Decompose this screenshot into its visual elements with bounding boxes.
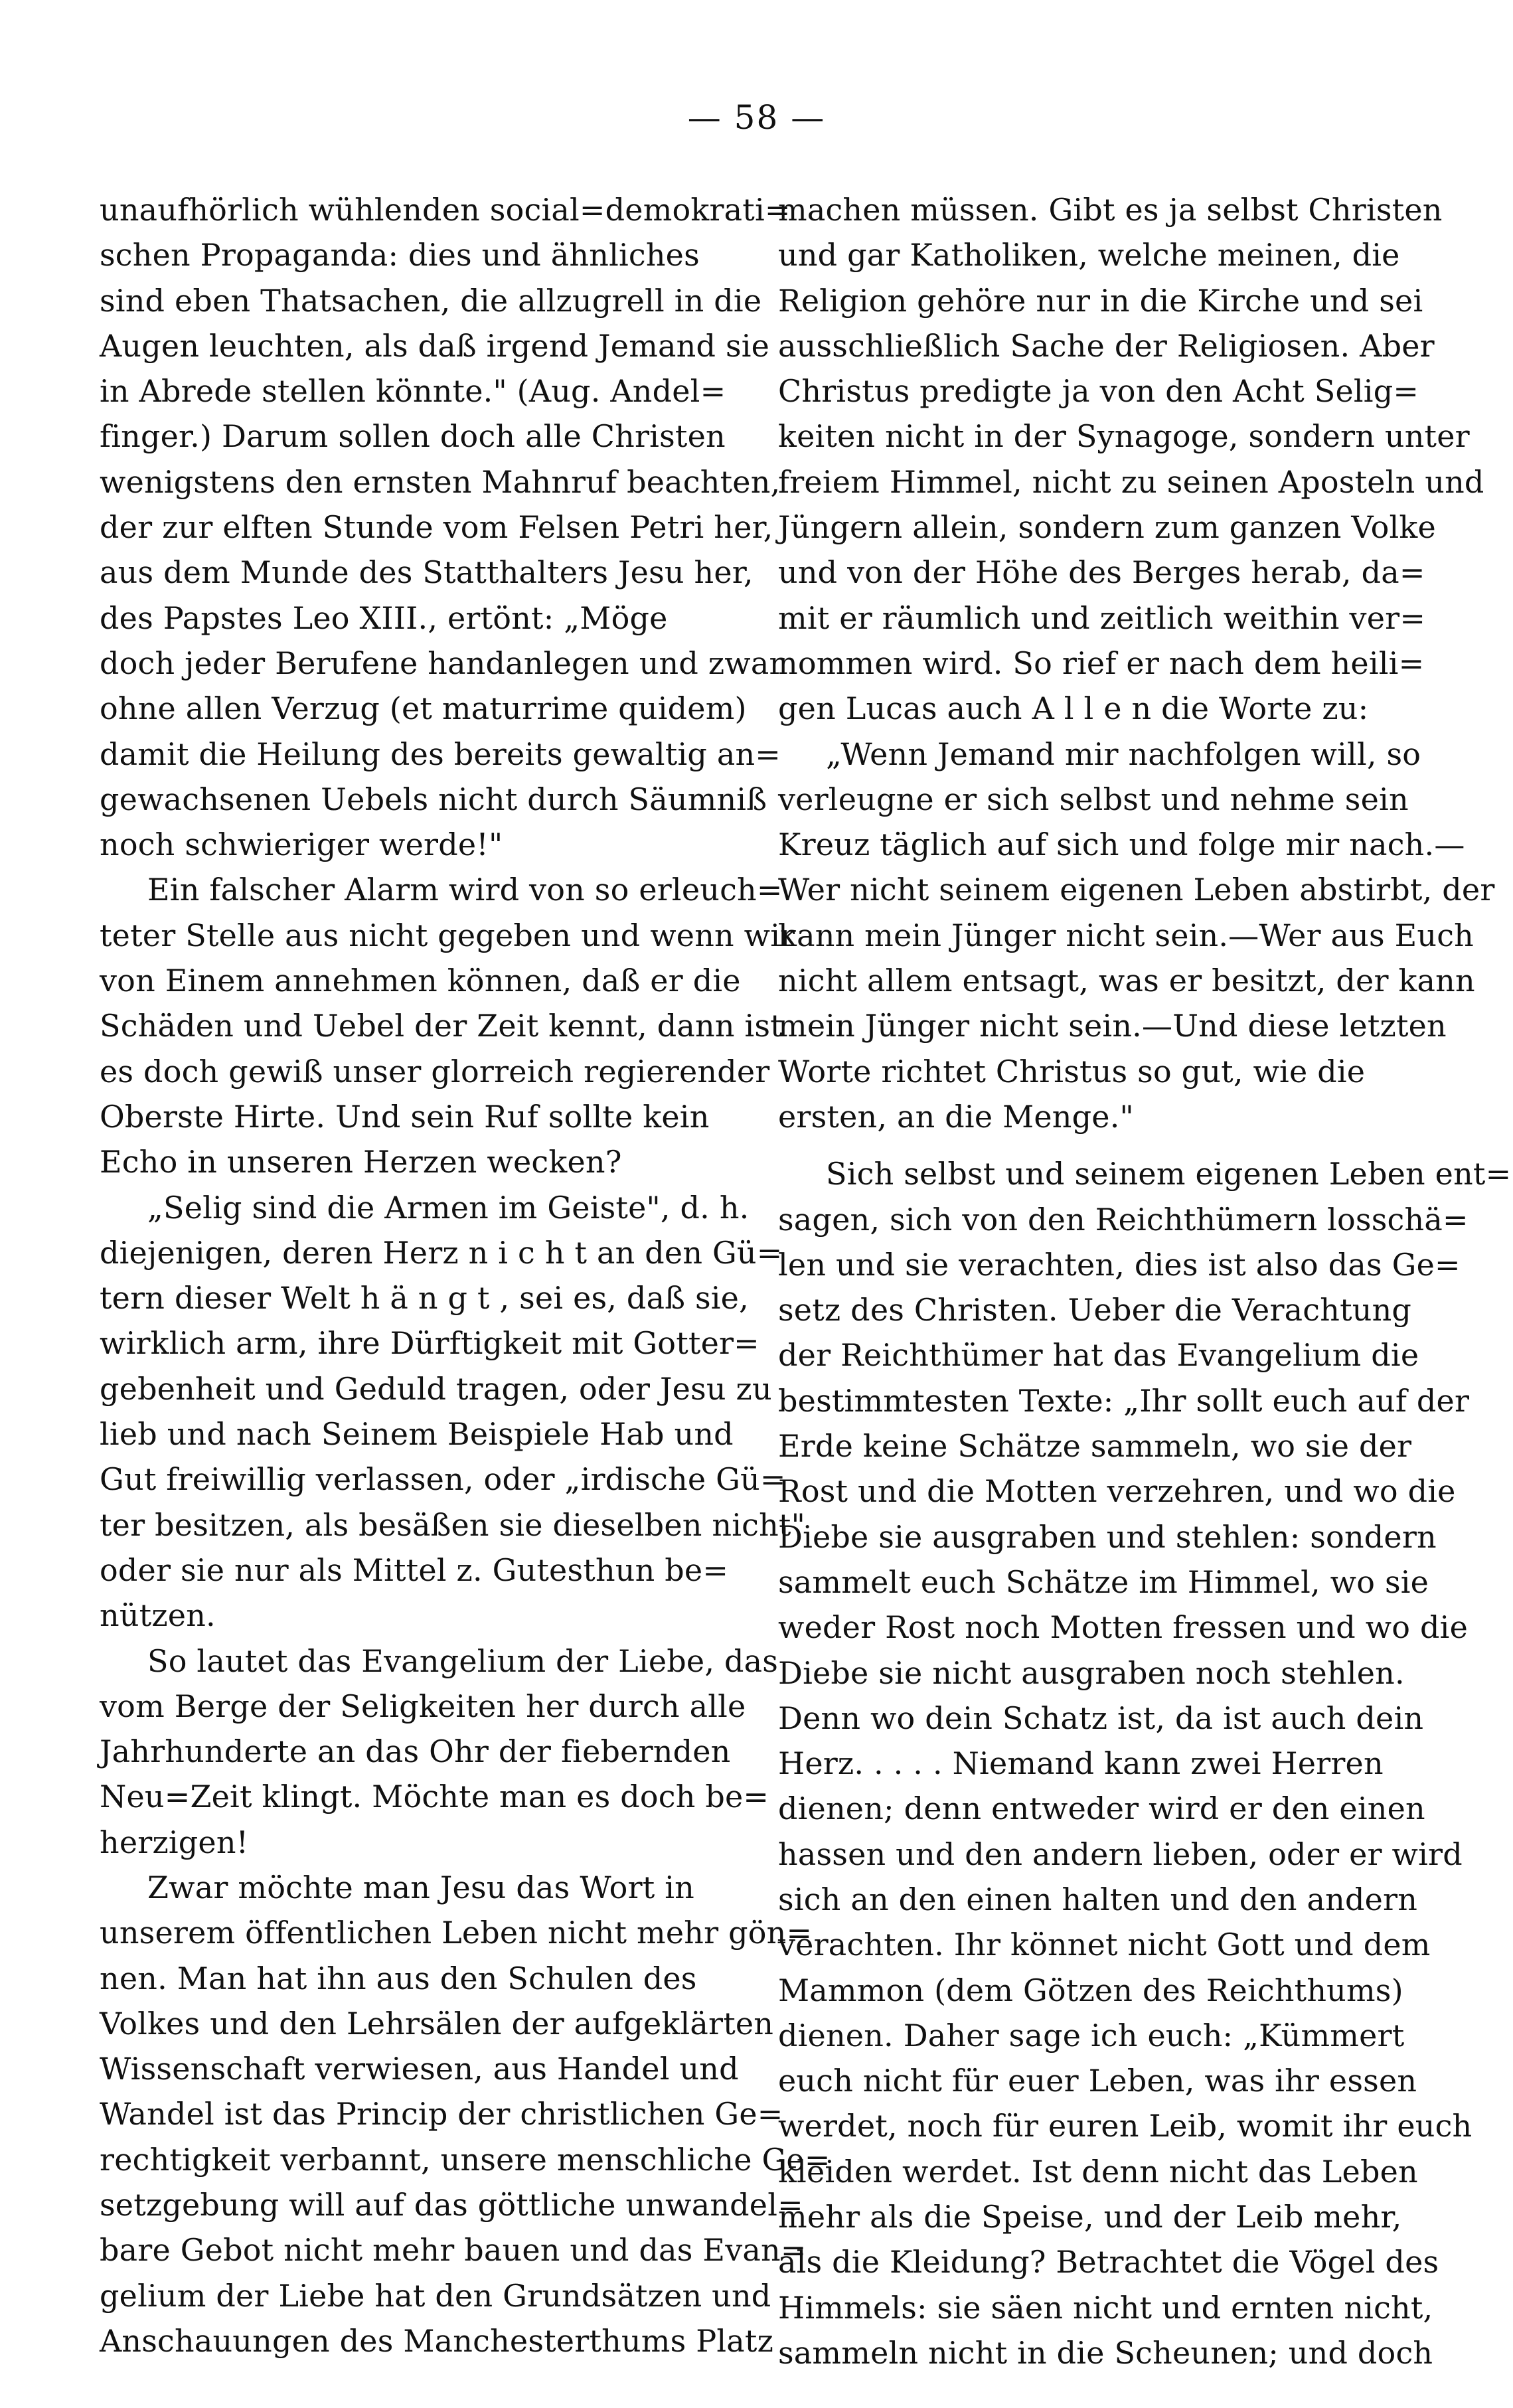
text-line: tern dieser Welt h ä n g t , sei es, daß sie,: [100, 1280, 749, 1317]
text-line: Anschauungen des Manchesterthums Platz: [100, 2322, 774, 2359]
text-line: machen müssen. Gibt es ja selbst Christen: [778, 192, 1443, 228]
text-line: keiten nicht in der Synagoge, sondern unter: [778, 418, 1470, 455]
text-line: und von der Höhe des Berges herab, da=: [778, 554, 1425, 591]
text-line: Erde keine Schätze sammeln, wo sie der: [778, 1428, 1412, 1465]
text-line: wenigstens den ernsten Mahnruf beachten,: [100, 463, 781, 500]
text-line: gen Lucas auch A l l e n die Worte zu:: [778, 690, 1369, 727]
text-line: und gar Katholiken, welche meinen, die: [778, 237, 1400, 274]
text-line: Volkes und den Lehrsälen der aufgeklärten: [100, 2005, 774, 2042]
left-text-column: [100, 187, 831, 2364]
text-line: von Einem annehmen können, daß er die: [100, 963, 741, 999]
text-line: setzgebung will auf das göttliche unwandel=: [100, 2187, 803, 2223]
text-line: Kreuz täglich auf sich und folge mir nach.—: [778, 827, 1465, 863]
text-line: dienen. Daher sage ich euch: „Kümmert: [778, 2017, 1405, 2053]
text-line: schen Propaganda: dies und ähnliches: [100, 237, 700, 274]
text-line: Mammon (dem Götzen des Reichthums): [778, 1972, 1403, 2008]
text-line: weder Rost noch Motten fressen und wo die: [778, 1609, 1468, 1646]
text-line: ter besitzen, als besäßen sie dieselben nicht": [100, 1506, 805, 1543]
text-line: Christus predigte ja von den Acht Selig=: [778, 373, 1419, 410]
text-line: Denn wo dein Schatz ist, da ist auch dein: [778, 1700, 1424, 1736]
text-line: diejenigen, deren Herz n i c h t an den Gü=: [100, 1234, 783, 1271]
text-line: sammeln nicht in die Scheunen; und doch: [778, 2334, 1433, 2371]
text-line: mein Jünger nicht sein.—Und diese letzten: [778, 1008, 1447, 1044]
text-line: mit er räumlich und zeitlich weithin ver=: [778, 600, 1426, 636]
text-line: verleugne er sich selbst und nehme sein: [778, 781, 1409, 817]
text-line: Augen leuchten, als daß irgend Jemand sie: [100, 327, 770, 364]
text-line: Diebe sie nicht ausgraben noch stehlen.: [778, 1654, 1405, 1691]
text-line: kann mein Jünger nicht sein.—Wer aus Euch: [778, 917, 1474, 953]
text-line: werdet, noch für euren Leib, womit ihr euch: [778, 2108, 1473, 2144]
text-line: Himmels: sie säen nicht und ernten nicht,: [778, 2289, 1433, 2326]
text-line: „Selig sind die Armen im Geiste", d. h.: [147, 1189, 750, 1226]
text-line: gewachsenen Uebels nicht durch Säumniß: [100, 781, 767, 817]
text-line: sagen, sich von den Reichthümern losschä=: [778, 1201, 1469, 1238]
text-line: Religion gehöre nur in die Kirche und sei: [778, 282, 1423, 319]
text-line: ohne allen Verzug (et maturrime quidem): [100, 690, 747, 727]
text-line: ersten, an die Menge.": [778, 1098, 1134, 1135]
text-line: nicht allem entsagt, was er besitzt, der kann: [778, 963, 1475, 999]
text-line: Diebe sie ausgraben und stehlen: sondern: [778, 1518, 1437, 1555]
text-line: Schäden und Uebel der Zeit kennt, dann ist: [100, 1008, 783, 1044]
text-line: des Papstes Leo XIII., ertönt: „Möge: [100, 600, 668, 636]
text-line: unserem öffentlichen Leben nicht mehr gön=: [100, 1915, 813, 1951]
text-line: sind eben Thatsachen, die allzugrell in die: [100, 282, 762, 319]
text-line: Neu=Zeit klingt. Möchte man es doch be=: [100, 1779, 769, 1815]
text-line: Ein falscher Alarm wird von so erleuch=: [147, 872, 783, 908]
text-line: Jahrhunderte an das Ohr der fiebernden: [100, 1733, 731, 1770]
text-line: ausschließlich Sache der Religiosen. Aber: [778, 327, 1435, 364]
text-line: len und sie verachten, dies ist also das Ge=: [778, 1246, 1461, 1283]
text-line: Gut freiwillig verlassen, oder „irdische Gü=: [100, 1461, 786, 1498]
text-line: als die Kleidung? Betrachtet die Vögel des: [778, 2244, 1439, 2281]
text-line: dienen; denn entweder wird er den einen: [778, 1791, 1425, 1827]
right-text-column: [778, 187, 1512, 2375]
text-line: es doch gewiß unser glorreich regierender: [100, 1053, 770, 1089]
text-line: Rost und die Motten verzehren, und wo die: [778, 1473, 1456, 1510]
text-line: doch jeder Berufene handanlegen und zwar: [100, 645, 784, 681]
text-line: hassen und den andern lieben, oder er wird: [778, 1836, 1463, 1872]
text-line: kleiden werdet. Ist denn nicht das Leben: [778, 2153, 1418, 2190]
text-line: unaufhörlich wühlenden social=demokrati=: [100, 192, 791, 228]
text-line: gebenheit und Geduld tragen, oder Jesu zu: [100, 1370, 772, 1407]
text-line: euch nicht für euer Leben, was ihr essen: [778, 2063, 1417, 2099]
text-line: „Wenn Jemand mir nachfolgen will, so: [826, 736, 1421, 772]
text-line: finger.) Darum sollen doch alle Christen: [100, 418, 726, 455]
text-line: verachten. Ihr könnet nicht Gott und dem: [778, 1927, 1431, 1963]
text-line: nützen.: [100, 1597, 216, 1634]
text-line: bare Gebot nicht mehr bauen und das Evan=: [100, 2232, 807, 2269]
text-line: wirklich arm, ihre Dürftigkeit mit Gotter=: [100, 1325, 759, 1362]
text-line: der zur elften Stunde vom Felsen Petri her,: [100, 509, 773, 546]
text-line: Zwar möchte man Jesu das Wort in: [147, 1869, 695, 1905]
text-line: So lautet das Evangelium der Liebe, das: [147, 1643, 779, 1679]
text-line: sich an den einen halten und den andern: [778, 1881, 1418, 1917]
text-line: rechtigkeit verbannt, unsere menschliche Ge=: [100, 2141, 831, 2178]
text-line: Wissenschaft verwiesen, aus Handel und: [100, 2051, 739, 2087]
text-line: nen. Man hat ihn aus den Schulen des: [100, 1960, 697, 1996]
text-line: damit die Heilung des bereits gewaltig an=: [100, 736, 781, 772]
text-line: sammelt euch Schätze im Himmel, wo sie: [778, 1564, 1429, 1600]
text-line: Sich selbst und seinem eigenen Leben ent=: [826, 1156, 1512, 1192]
text-line: setz des Christen. Ueber die Verachtung: [778, 1292, 1412, 1328]
text-line: Oberste Hirte. Und sein Ruf sollte kein: [100, 1098, 710, 1135]
text-line: in Abrede stellen könnte." (Aug. Andel=: [100, 373, 726, 410]
text-line: nommen wird. So rief er nach dem heili=: [778, 645, 1425, 681]
page-number: — 58 —: [687, 98, 826, 137]
text-line: oder sie nur als Mittel z. Gutesthun be=: [100, 1552, 729, 1588]
text-line: freiem Himmel, nicht zu seinen Aposteln und: [778, 463, 1484, 500]
text-line: der Reichthümer hat das Evangelium die: [778, 1337, 1419, 1374]
text-line: Echo in unseren Herzen wecken?: [100, 1144, 622, 1180]
text-line: noch schwieriger werde!": [100, 827, 503, 863]
text-line: Wandel ist das Princip der christlichen Ge=: [100, 2096, 783, 2132]
text-line: Jüngern allein, sondern zum ganzen Volke: [778, 509, 1436, 546]
text-line: lieb und nach Seinem Beispiele Hab und: [100, 1416, 734, 1453]
text-line: mehr als die Speise, und der Leib mehr,: [778, 2199, 1402, 2235]
text-line: herzigen!: [100, 1824, 249, 1860]
text-line: vom Berge der Seligkeiten her durch alle: [100, 1688, 746, 1724]
text-line: teter Stelle aus nicht gegeben und wenn wir: [100, 917, 795, 953]
text-line: Worte richtet Christus so gut, wie die: [778, 1053, 1366, 1089]
text-line: bestimmtesten Texte: „Ihr sollt euch auf der: [778, 1382, 1470, 1419]
text-line: Wer nicht seinem eigenen Leben abstirbt, der: [778, 872, 1495, 908]
text-line: gelium der Liebe hat den Grundsätzen und: [100, 2277, 771, 2314]
text-line: Herz. . . . . Niemand kann zwei Herren: [778, 1745, 1384, 1782]
text-line: aus dem Munde des Statthalters Jesu her,: [100, 554, 754, 591]
